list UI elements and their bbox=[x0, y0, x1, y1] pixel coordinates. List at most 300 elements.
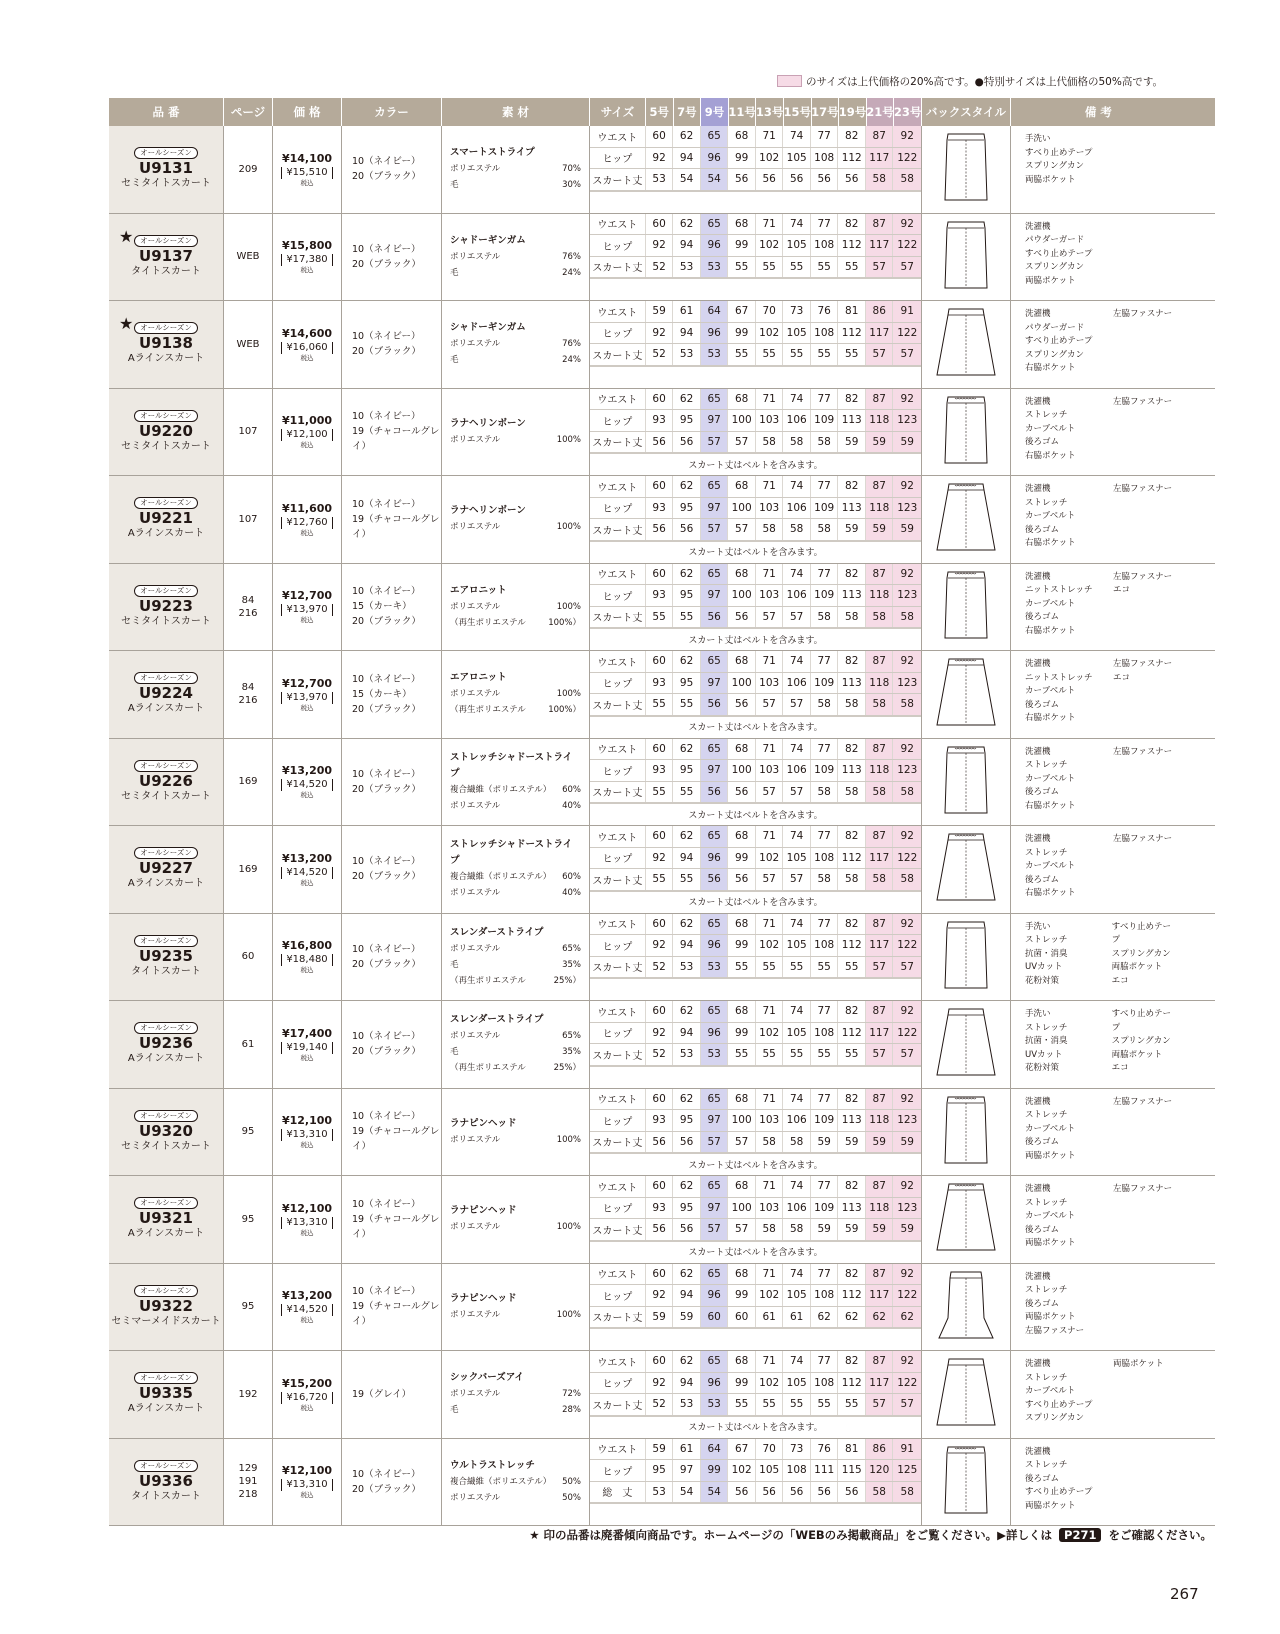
size-value: 57 bbox=[701, 432, 729, 453]
size-value: 87 bbox=[866, 126, 894, 147]
product-code-cell bbox=[109, 914, 224, 1001]
material-percent: 100%） bbox=[548, 617, 581, 628]
product-code[interactable]: U9235 bbox=[139, 946, 193, 965]
notes-cell bbox=[1011, 1351, 1186, 1438]
size-value: 113 bbox=[838, 1198, 866, 1219]
size-value: 108 bbox=[811, 235, 839, 256]
size-value: 57 bbox=[866, 1394, 894, 1415]
size-value: 92 bbox=[893, 1001, 921, 1022]
size-value: 94 bbox=[673, 1373, 701, 1394]
notes-cell bbox=[1011, 651, 1186, 738]
size-value: 62 bbox=[673, 476, 701, 497]
note-item: UVカット bbox=[1025, 1049, 1063, 1060]
product-code[interactable]: U9236 bbox=[139, 1034, 193, 1053]
size-value: 56 bbox=[646, 1219, 674, 1240]
material-percent: 28% bbox=[562, 1405, 581, 1416]
skirt-elastic-tight-icon bbox=[931, 1441, 1001, 1523]
size-label: ウエスト bbox=[590, 1264, 646, 1285]
color-option: 10（ネイビー） bbox=[352, 1111, 421, 1123]
size-value: 97 bbox=[673, 1460, 701, 1481]
color-option: 19（チャコールグレイ） bbox=[352, 1213, 440, 1240]
note-item: 両脇ポケット bbox=[1111, 962, 1163, 972]
material-percent: 50% bbox=[562, 1492, 581, 1503]
size-value: 55 bbox=[646, 869, 674, 890]
notes-cell bbox=[1011, 1089, 1186, 1176]
skirt-elastic-aline-icon bbox=[931, 1178, 1001, 1260]
size-value: 103 bbox=[756, 410, 784, 431]
skirt-elastic-aline-icon bbox=[931, 828, 1001, 910]
size-value: 65 bbox=[701, 214, 729, 235]
size-row bbox=[590, 651, 921, 673]
note-item: 右脇ポケット bbox=[1025, 800, 1076, 811]
page-cell bbox=[224, 914, 273, 1001]
size-value: 117 bbox=[866, 1285, 894, 1306]
size-value: 65 bbox=[701, 564, 729, 585]
material-cell bbox=[442, 1089, 590, 1176]
product-code[interactable]: U9223 bbox=[139, 596, 193, 615]
color-cell bbox=[342, 301, 442, 388]
size-value: 55 bbox=[756, 344, 784, 365]
size-value: 100 bbox=[728, 1198, 756, 1219]
size-value: 109 bbox=[811, 760, 839, 781]
page-ref[interactable]: WEB bbox=[236, 251, 260, 263]
size-value: 92 bbox=[893, 739, 921, 760]
size-row bbox=[590, 673, 921, 695]
skirt-aline-icon bbox=[931, 1003, 1001, 1085]
size-value: 82 bbox=[838, 1001, 866, 1022]
size-value: 102 bbox=[756, 323, 784, 344]
product-code[interactable]: U9138 bbox=[139, 334, 193, 353]
size-value: 57 bbox=[866, 957, 894, 978]
material-line bbox=[450, 615, 581, 631]
back-style-cell bbox=[922, 826, 1011, 913]
material-name: ポリエステル bbox=[450, 164, 501, 175]
size-value: 58 bbox=[866, 169, 894, 190]
size-label: スカート丈 bbox=[590, 169, 646, 190]
note-item: カーブベルト bbox=[1025, 686, 1076, 696]
page-ref[interactable]: 216 bbox=[238, 607, 258, 619]
size-value: 60 bbox=[701, 1307, 729, 1328]
size-value: 58 bbox=[811, 782, 839, 803]
material-name: ポリエステル bbox=[450, 800, 501, 811]
size-value: 56 bbox=[783, 1482, 811, 1503]
product-code[interactable]: U9224 bbox=[139, 684, 193, 703]
note-item: ストレッチ bbox=[1025, 760, 1068, 770]
size-value: 76 bbox=[811, 1439, 839, 1460]
color-option: 19（チャコールグレイ） bbox=[352, 1301, 440, 1328]
page-ref[interactable]: 209 bbox=[238, 163, 258, 175]
size-value: 112 bbox=[838, 935, 866, 956]
size-note: スカート丈はベルトを含みます。 bbox=[590, 453, 921, 475]
size-grid bbox=[590, 826, 922, 913]
size-value: 56 bbox=[673, 1219, 701, 1240]
table-row bbox=[109, 1176, 1215, 1264]
skirt-elastic-tight-icon bbox=[931, 1091, 1001, 1173]
size-value: 54 bbox=[701, 169, 729, 190]
size-value: 109 bbox=[811, 410, 839, 431]
product-code[interactable]: U9137 bbox=[139, 246, 193, 265]
size-grid bbox=[590, 126, 922, 213]
size-row bbox=[590, 1439, 921, 1461]
size-value: 59 bbox=[838, 432, 866, 453]
page-cell bbox=[224, 1176, 273, 1263]
size-value: 108 bbox=[811, 848, 839, 869]
size-value: 99 bbox=[728, 935, 756, 956]
note-item: 左脇ファスナー bbox=[1113, 746, 1173, 757]
tax-label: 税込 bbox=[300, 1316, 314, 1325]
size-value: 60 bbox=[646, 651, 674, 672]
material-line bbox=[450, 1060, 581, 1076]
size-value: 92 bbox=[646, 323, 674, 344]
material-percent: 76% bbox=[562, 339, 581, 350]
size-value: 71 bbox=[756, 476, 784, 497]
size-value: 87 bbox=[866, 1176, 894, 1197]
product-name: Aラインスカート bbox=[127, 528, 205, 540]
price-with-tax bbox=[281, 867, 332, 879]
size-value: 58 bbox=[838, 869, 866, 890]
color-option: 19（チャコールグレイ） bbox=[352, 513, 440, 540]
notes-column bbox=[1025, 746, 1113, 826]
note-item: 左脇ファスナー bbox=[1025, 1325, 1085, 1336]
size-value: 65 bbox=[701, 1351, 729, 1372]
price: ¥13,200 bbox=[281, 764, 333, 778]
size-value: 117 bbox=[866, 1023, 894, 1044]
size-value: 53 bbox=[646, 1482, 674, 1503]
size-value: 87 bbox=[866, 914, 894, 935]
size-value: 99 bbox=[728, 1373, 756, 1394]
size-label: ウエスト bbox=[590, 564, 646, 585]
material-percent: 100% bbox=[556, 1309, 581, 1320]
note-item: 左脇ファスナー bbox=[1113, 396, 1173, 407]
size-value: 60 bbox=[646, 1001, 674, 1022]
product-code-cell bbox=[109, 1001, 224, 1088]
size-value: 105 bbox=[783, 323, 811, 344]
page-ref[interactable]: 192 bbox=[238, 1388, 258, 1400]
size-value: 74 bbox=[783, 1176, 811, 1197]
product-code[interactable]: U9321 bbox=[139, 1209, 193, 1228]
size-value: 59 bbox=[893, 432, 921, 453]
material-percent: 24% bbox=[562, 267, 581, 278]
material-line bbox=[450, 702, 581, 718]
size-value: 99 bbox=[728, 1023, 756, 1044]
size-value: 95 bbox=[673, 498, 701, 519]
size-value: 112 bbox=[838, 148, 866, 169]
tax-label: 税込 bbox=[300, 441, 314, 450]
material-cell bbox=[442, 389, 590, 476]
size-row bbox=[590, 585, 921, 607]
material-name: ポリエステル bbox=[450, 1134, 501, 1145]
price-cell bbox=[273, 476, 342, 563]
header-notes: 備 考 bbox=[1084, 105, 1112, 119]
fabric-name: スレンダーストライプ bbox=[450, 1014, 544, 1026]
page-ref[interactable]: 95 bbox=[241, 1213, 255, 1225]
size-value: 61 bbox=[673, 301, 701, 322]
size-value: 95 bbox=[673, 1110, 701, 1131]
size-value: 55 bbox=[646, 607, 674, 628]
material-line bbox=[450, 869, 581, 885]
color-option: 20（ブラック） bbox=[352, 958, 421, 970]
note-item: すべり止めテープ bbox=[1025, 336, 1093, 346]
skirt-elastic-aline-icon bbox=[931, 478, 1001, 560]
page-ref[interactable]: 129 bbox=[238, 1463, 258, 1475]
size-value: 92 bbox=[646, 1023, 674, 1044]
page-ref[interactable]: 218 bbox=[238, 1489, 258, 1501]
material-name: （再生ポリエステル bbox=[450, 705, 526, 716]
size-value: 102 bbox=[756, 1373, 784, 1394]
size-value: 55 bbox=[728, 1044, 756, 1065]
table-row bbox=[109, 1089, 1215, 1177]
size-value: 108 bbox=[811, 1285, 839, 1306]
header-size-9: 9号 bbox=[701, 98, 729, 126]
page-ref[interactable]: 84 bbox=[241, 594, 255, 606]
color-cell bbox=[342, 1089, 442, 1176]
size-label: ヒップ bbox=[590, 935, 646, 956]
price-tax-value: ¥13,310 bbox=[286, 1129, 328, 1141]
size-value: 57 bbox=[701, 1219, 729, 1240]
size-value: 62 bbox=[673, 126, 701, 147]
product-name: タイトスカート bbox=[131, 265, 201, 277]
size-value: 92 bbox=[893, 214, 921, 235]
size-value: 95 bbox=[673, 410, 701, 431]
size-value: 87 bbox=[866, 389, 894, 410]
material-percent: 40% bbox=[562, 800, 581, 811]
size-grid bbox=[590, 1001, 922, 1088]
size-value: 103 bbox=[756, 673, 784, 694]
product-code[interactable]: U9227 bbox=[139, 859, 193, 878]
product-code[interactable]: U9221 bbox=[139, 509, 193, 528]
size-value: 68 bbox=[728, 564, 756, 585]
size-row bbox=[590, 1198, 921, 1220]
page-reference-badge[interactable]: P271 bbox=[1059, 1528, 1101, 1542]
size-value: 95 bbox=[646, 1460, 674, 1481]
footer-text-end: をご確認ください。 bbox=[1108, 1528, 1212, 1542]
size-row bbox=[590, 1373, 921, 1395]
page-ref[interactable]: 60 bbox=[241, 951, 255, 963]
page-ref[interactable]: 169 bbox=[238, 776, 258, 788]
product-code-cell bbox=[109, 214, 224, 301]
product-code[interactable]: U9322 bbox=[139, 1296, 193, 1315]
header-size-5: 5号 bbox=[646, 98, 674, 126]
material-percent: 65% bbox=[562, 943, 581, 954]
material-line bbox=[450, 336, 581, 352]
size-note-empty bbox=[590, 366, 921, 388]
page-ref[interactable]: 95 bbox=[241, 1126, 255, 1138]
size-value: 56 bbox=[646, 1132, 674, 1153]
size-row bbox=[590, 344, 921, 366]
size-value: 103 bbox=[756, 1110, 784, 1131]
size-value: 58 bbox=[893, 694, 921, 715]
note-item: スプリングカン bbox=[1111, 948, 1171, 959]
price: ¥17,400 bbox=[281, 1026, 333, 1040]
size-value: 117 bbox=[866, 848, 894, 869]
size-note: スカート丈はベルトを含みます。 bbox=[590, 1241, 921, 1263]
size-label: ヒップ bbox=[590, 1373, 646, 1394]
fabric-name: スレンダーストライプ bbox=[450, 926, 544, 938]
size-value: 74 bbox=[783, 476, 811, 497]
price-cell bbox=[273, 389, 342, 476]
material-percent: 100%） bbox=[548, 705, 581, 716]
page-ref[interactable]: 191 bbox=[238, 1476, 258, 1488]
page-ref[interactable]: 84 bbox=[241, 682, 255, 694]
table-row bbox=[109, 389, 1215, 477]
size-value: 113 bbox=[838, 410, 866, 431]
skirt-elastic-tight-icon bbox=[931, 391, 1001, 473]
note-item: ニットストレッチ bbox=[1025, 585, 1093, 595]
size-value: 77 bbox=[811, 826, 839, 847]
size-value: 56 bbox=[811, 1482, 839, 1503]
material-name: 複合繊維（ポリエステル） bbox=[450, 872, 552, 883]
product-code-cell bbox=[109, 826, 224, 913]
size-note-empty bbox=[590, 191, 921, 213]
product-name: Aラインスカート bbox=[127, 1053, 205, 1065]
size-value: 112 bbox=[838, 1373, 866, 1394]
size-value: 62 bbox=[673, 826, 701, 847]
material-percent: 65% bbox=[562, 1031, 581, 1042]
size-value: 94 bbox=[673, 1023, 701, 1044]
size-value: 122 bbox=[893, 148, 921, 169]
color-option: 20（ブラック） bbox=[352, 871, 421, 883]
size-label: ウエスト bbox=[590, 389, 646, 410]
size-value: 92 bbox=[893, 826, 921, 847]
page-ref[interactable]: WEB bbox=[236, 338, 260, 350]
note-item: ストレッチ bbox=[1025, 497, 1068, 508]
note-item: ストレッチ bbox=[1025, 935, 1068, 945]
size-value: 57 bbox=[783, 782, 811, 803]
notes-column bbox=[1025, 483, 1113, 563]
material-cell bbox=[442, 126, 590, 213]
size-value: 122 bbox=[893, 1285, 921, 1306]
material-cell bbox=[442, 739, 590, 826]
size-value: 52 bbox=[646, 1044, 674, 1065]
color-cell bbox=[342, 214, 442, 301]
size-value: 57 bbox=[866, 257, 894, 278]
notes-column bbox=[1025, 133, 1113, 213]
size-value: 56 bbox=[728, 169, 756, 190]
fabric-name: ラナピンヘッド bbox=[450, 1292, 517, 1304]
product-code[interactable]: U9220 bbox=[139, 421, 193, 440]
material-line bbox=[450, 432, 581, 448]
size-value: 99 bbox=[728, 323, 756, 344]
size-label: ウエスト bbox=[590, 1176, 646, 1197]
size-value: 105 bbox=[783, 235, 811, 256]
size-value: 82 bbox=[838, 1089, 866, 1110]
material-line bbox=[450, 1402, 581, 1418]
notes-column bbox=[1025, 1271, 1113, 1351]
size-grid bbox=[590, 564, 922, 651]
material-cell bbox=[442, 1001, 590, 1088]
size-value: 94 bbox=[673, 848, 701, 869]
size-value: 102 bbox=[756, 935, 784, 956]
size-value: 123 bbox=[893, 498, 921, 519]
season-badge: オールシーズン bbox=[134, 847, 198, 859]
notes-column bbox=[1113, 396, 1172, 476]
page-ref[interactable]: 107 bbox=[238, 426, 258, 438]
size-value: 117 bbox=[866, 235, 894, 256]
notes-cell bbox=[1011, 739, 1186, 826]
product-code[interactable]: U9320 bbox=[139, 1121, 193, 1140]
size-label: ヒップ bbox=[590, 498, 646, 519]
size-value: 77 bbox=[811, 914, 839, 935]
material-line bbox=[450, 1044, 581, 1060]
color-option: 10（ネイビー） bbox=[352, 1198, 421, 1210]
size-value: 97 bbox=[701, 760, 729, 781]
tax-label: 税込 bbox=[300, 178, 314, 187]
size-value: 117 bbox=[866, 148, 894, 169]
size-value: 60 bbox=[646, 564, 674, 585]
product-code[interactable]: U9335 bbox=[139, 1384, 193, 1403]
product-code[interactable]: U9131 bbox=[139, 159, 193, 178]
size-value: 106 bbox=[783, 1198, 811, 1219]
size-value: 74 bbox=[783, 651, 811, 672]
size-row bbox=[590, 498, 921, 520]
table-row bbox=[109, 1264, 1215, 1352]
material-percent: 35% bbox=[562, 959, 581, 970]
notes-column bbox=[1025, 1183, 1113, 1263]
page-ref[interactable]: 216 bbox=[238, 695, 258, 707]
note-item: 右脇ポケット bbox=[1025, 538, 1076, 548]
product-name: セミタイトスカート bbox=[121, 178, 211, 190]
size-value: 106 bbox=[783, 585, 811, 606]
size-value: 55 bbox=[838, 344, 866, 365]
size-value: 106 bbox=[783, 498, 811, 519]
size-value: 95 bbox=[673, 585, 701, 606]
size-value: 68 bbox=[728, 476, 756, 497]
note-item: 左脇ファスナー bbox=[1113, 1096, 1173, 1107]
size-value: 55 bbox=[783, 957, 811, 978]
page-ref[interactable]: 61 bbox=[241, 1038, 255, 1050]
note-item: 両脇ポケット bbox=[1025, 174, 1076, 185]
product-code[interactable]: U9336 bbox=[139, 1471, 193, 1490]
page-cell bbox=[224, 739, 273, 826]
size-label: ヒップ bbox=[590, 323, 646, 344]
material-name: ポリエステル bbox=[450, 251, 501, 262]
header-material: 素 材 bbox=[442, 98, 590, 126]
note-item: 洗濯機 bbox=[1025, 309, 1051, 319]
size-value: 71 bbox=[756, 826, 784, 847]
size-value: 55 bbox=[673, 869, 701, 890]
note-item: ストレッチ bbox=[1025, 1022, 1068, 1033]
price-cell bbox=[273, 1439, 342, 1526]
product-code-cell bbox=[109, 476, 224, 563]
size-value: 57 bbox=[783, 694, 811, 715]
product-code[interactable]: U9226 bbox=[139, 771, 193, 790]
size-value: 92 bbox=[893, 476, 921, 497]
size-value: 71 bbox=[756, 739, 784, 760]
size-value: 62 bbox=[673, 914, 701, 935]
size-value: 74 bbox=[783, 1089, 811, 1110]
size-value: 68 bbox=[728, 126, 756, 147]
notes-cell bbox=[1011, 126, 1186, 213]
size-value: 94 bbox=[673, 935, 701, 956]
material-name: ポリエステル bbox=[450, 689, 501, 700]
material-percent: 100% bbox=[556, 689, 581, 700]
size-value: 94 bbox=[673, 148, 701, 169]
size-label: ヒップ bbox=[590, 585, 646, 606]
size-value: 55 bbox=[756, 957, 784, 978]
size-value: 55 bbox=[728, 957, 756, 978]
size-value: 93 bbox=[646, 1110, 674, 1131]
size-value: 58 bbox=[893, 782, 921, 803]
page-ref[interactable]: 95 bbox=[241, 1301, 255, 1313]
note-item: 右脇ポケット bbox=[1025, 625, 1076, 636]
page-ref[interactable]: 107 bbox=[238, 513, 258, 525]
size-value: 58 bbox=[783, 432, 811, 453]
size-value: 108 bbox=[811, 1373, 839, 1394]
note-item: 洗濯機 bbox=[1025, 1359, 1051, 1369]
note-item: パウダーガード bbox=[1025, 235, 1085, 245]
page-ref[interactable]: 169 bbox=[238, 863, 258, 875]
color-option: 10（ネイビー） bbox=[352, 1031, 421, 1043]
